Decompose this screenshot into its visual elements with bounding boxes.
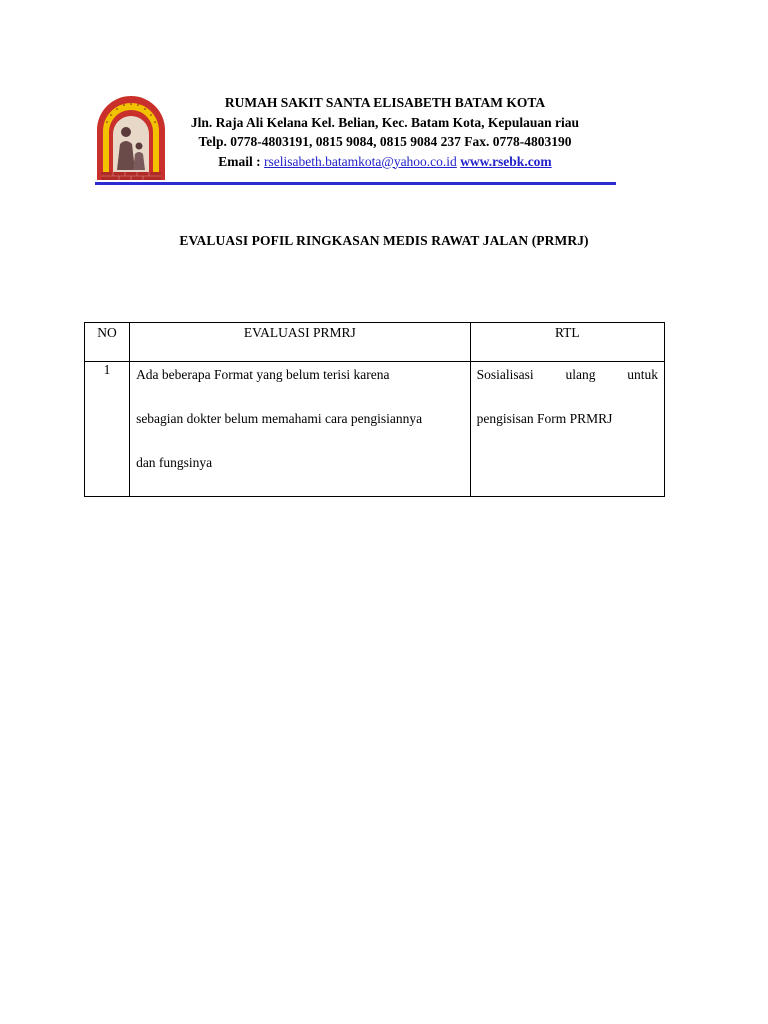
website-link[interactable]: www.rsebk.com: [460, 153, 552, 169]
hospital-contact: [170, 152, 600, 172]
evaluation-table: [84, 322, 665, 497]
row-rtl: [470, 362, 664, 497]
header-rtl: RTL: [470, 323, 664, 362]
rtl-line: Sosialisasi ulang untuk: [476, 367, 658, 382]
hospital-name: RUMAH SAKIT SANTA ELISABETH BATAM KOTA: [224, 95, 546, 110]
table-header-row: [85, 323, 665, 362]
email-label: Email :: [218, 153, 265, 169]
hospital-logo-icon: [93, 92, 169, 182]
header-no: NO: [85, 323, 130, 362]
header-evaluasi: EVALUASI PRMRJ: [130, 323, 471, 362]
table-row: [85, 362, 665, 497]
evaluasi-line: dan fungsinya: [136, 455, 213, 470]
row-evaluasi: [130, 362, 471, 497]
document-title: EVALUASI POFIL RINGKASAN MEDIS RAWAT JALAN (PRMRJ): [179, 233, 589, 248]
row-no: 1: [85, 362, 130, 497]
header-divider: [95, 182, 616, 185]
hospital-address: Jln. Raja Ali Kelana Kel. Belian, Kec. Batam Kota, Kepulauan riau: [190, 114, 580, 130]
hospital-phone: Telp. 0778-4803191, 0815 9084, 0815 9084 237 Fax. 0778-4803190: [198, 134, 572, 149]
evaluasi-line: Ada beberapa Format yang belum terisi karena: [136, 367, 390, 382]
email-link[interactable]: rselisabeth.batamkota@yahoo.co.id: [264, 153, 457, 169]
rtl-line: pengisisan Form PRMRJ: [476, 411, 613, 426]
letterhead: [170, 93, 600, 171]
evaluasi-line: sebagian dokter belum memahami cara pengisiannya: [136, 411, 423, 426]
